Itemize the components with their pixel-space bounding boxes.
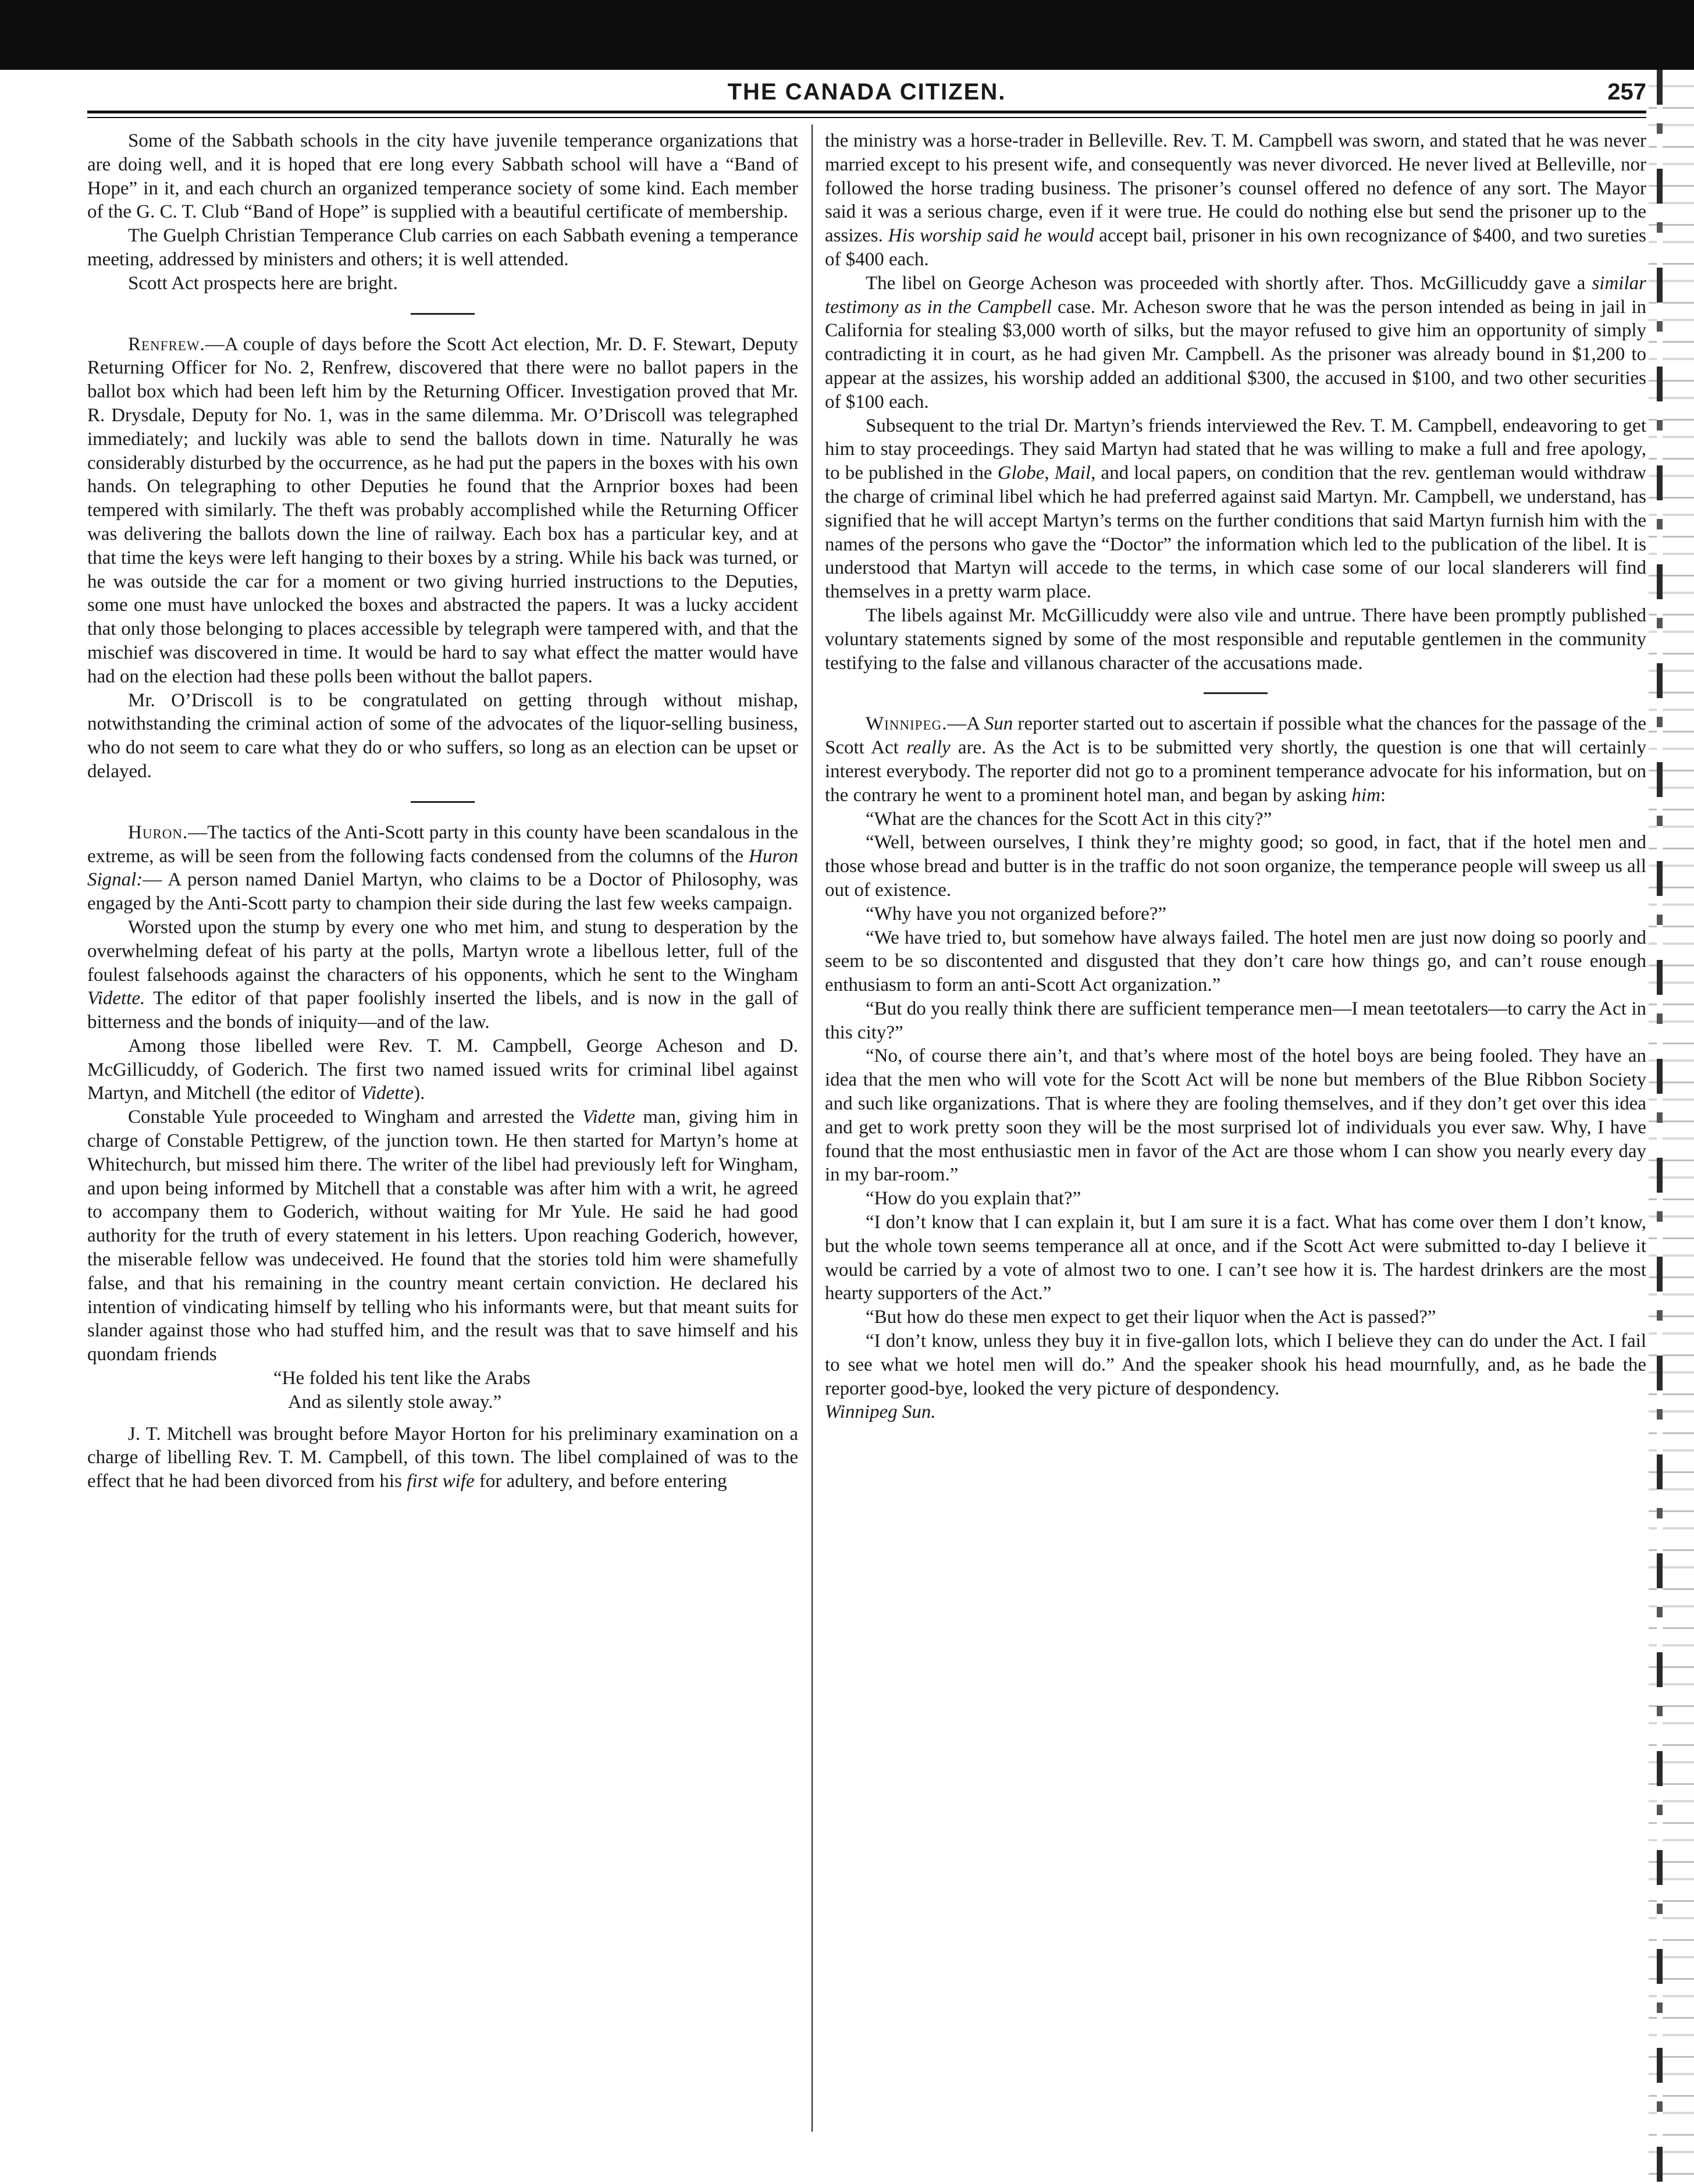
page-header [87, 74, 1646, 115]
winnipeg-paragraph-2: “What are the chances for the Scott Act in this city?” [866, 808, 1272, 830]
newspaper-name: Globe [997, 463, 1045, 484]
huron-text: The editor of that paper foolishly inserted the libels, and is now in the gall of bitterness and the bonds of iniquity—and of the law. [87, 988, 798, 1033]
winnipeg-heading: Winnipeg. [866, 713, 948, 735]
huron-text: man, giving him in charge of Constable Pettigrew, of the junction town. He then started for Martyn’s home at Whitechurch, but missed him there. The writer of the libel had previously left for Wingham, and upon being informed by Mitchell that a constable was after him with a writ, he agreed to accompany them to Goderich, without waiting for Mr Yule. He said he had good authority for the truth of every statement in his letters. Upon reaching Goderich, however, the miserable fellow was undeceived. He found that the stories told him were shamefully false, and that his remaining in the country meant certain conviction. He declared his intention of vindicating himself by telling who his informants were, but that meant suits for slander against those who had stuffed him, and the result was that to save himself and his quondam friends [87, 1107, 798, 1365]
huron-text: case. Mr. Acheson swore that he was the person intended as being in jail in California for stealing $3,000 worth of silks, but the mayor refused to give him an opportunity of simply contradicting it in court, as he had given Mr. Campbell. As the prisoner was already bound in $1,200 to appear at the assizes, his worship added an additional $300, the accused in $100, and two other securities of $100 each. [825, 296, 1646, 412]
huron-text: for adultery, and before entering [474, 1471, 727, 1492]
winnipeg-paragraph-5: “We have tried to, but somehow have always failed. The hotel men are just now doing so poorly and seem to be so discontented and disgusted that they don’t care how things go, and can’t rouse enough enthusiasm to form an anti-Scott Act organization.” [825, 927, 1646, 996]
scan-right-edge [1649, 70, 1694, 2184]
guelph-paragraph-3: Scott Act prospects here are bright. [128, 272, 398, 294]
newspaper-name: Vidette [582, 1107, 635, 1128]
huron-text: , [1044, 463, 1055, 484]
renfrew-heading: Renfrew. [128, 333, 205, 355]
winnipeg-paragraph-6: “But do you really think there are sufficient temperance men—I mean teetotalers—to carry the Act in this city?” [825, 998, 1646, 1043]
signature-text: Winnipeg Sun. [825, 1402, 936, 1423]
newspaper-name: Sun [984, 713, 1013, 735]
winnipeg-paragraph-7: “No, of course there ain’t, and that’s where most of the hotel boys are being fooled. They have an idea that the men who will vote for the Scott Act will be none but members of the Blue Ribbon Society and such like organizations. That is where they are fooling themselves, and if they don’t get over this idea and get to work pretty soon they will be the most surprised lot of individuals you ever saw. Why, I have found that the most enthusiastic men in favor of the Act are those whom I can show you nearly every day in my bar-room.” [825, 1045, 1646, 1186]
section-divider [87, 784, 798, 821]
winnipeg-paragraph-3: “Well, between ourselves, I think they’re mighty good; so good, in fact, that if the hotel men and those whose bread and butter is in the traffic do not soon organize, the temperance people will sweep us all out of existence. [825, 832, 1646, 901]
emphasis-text: really [906, 737, 951, 759]
newspaper-name: Mail [1054, 463, 1091, 484]
huron-text: accept bail, prisoner in his own recognizance of $400, and two sureties of $400 each. [825, 225, 1647, 270]
winnipeg-paragraph-4: “Why have you not organized before?” [866, 903, 1167, 924]
huron-text: Worsted upon the stump by every one who met him, and stung to desperation by the overwhelming defeat of his party at the polls, Martyn wrote a libellous letter, full of the foulest falsehoods against the characters of his opponents, which he sent to the Wingham [87, 916, 798, 986]
huron-heading: Huron. [128, 821, 188, 843]
newspaper-name: Huron Signal: [87, 845, 798, 891]
section-divider [87, 296, 798, 333]
renfrew-paragraph-1-text: —A couple of days before the Scott Act election, Mr. D. F. Stewart, Deputy Returning Officer for No. 2, Renfrew, discovered that there were no ballot papers in the ballot box which had been left him by the Returning Officer. Investigation proved that Mr. R. Drysdale, Deputy for No. 1, was in the same dilemma. Mr. O’Driscoll was telegraphed immediately; and luckily was able to send the ballots down in time. Naturally he was considerably disturbed by the occurrence, as he had put the papers in the boxes with his own hands. On telegraphing to other Deputies he found that the Arnprior boxes had been tempered with similarly. The theft was probably accomplished while the Returning Officer was delivering the ballots down the line of railway. Each box has a particular key, and at that time the keys were left hanging to their boxes by a string. While his back was turned, or he was outside the car for a moment or two giving hurried instructions to the Deputies, some one must have unlocked the boxes and abstracted the papers. It was a lucky accident that only those belonging to places accessible by telegraph were tampered with, and that the mischief was discovered in time. It would be hard to say what effect the matter would have had on the election had these polls been without the ballot papers. [87, 333, 798, 687]
page-number: 257 [1607, 79, 1646, 105]
masthead-title: THE CANADA CITIZEN. [727, 79, 1006, 105]
winnipeg-text: reporter started out to ascertain if possible what the chances for the passage of the Scott Act [825, 713, 1646, 759]
right-column [825, 129, 1646, 1424]
emphasis-text: similar testimony as in the Campbell [825, 272, 1646, 318]
huron-text: the ministry was a horse-trader in Belleville. Rev. T. M. Campbell was sworn, and stated that he was never married except to his present wife, and consequently was never divorced. He never lived at Belleville, nor followed the horse trading business. The prisoner’s counsel offered no defence of any sort. The Mayor said it was a serious charge, even if it were true. He could do nothing else but send the prisoner up to the assizes. [825, 130, 1646, 247]
huron-text: J. T. Mitchell was brought before Mayor Horton for his preliminary examination on a charge of libelling Rev. T. M. Campbell, of this town. The libel complained of was to the effect that he had been divorced from his [87, 1423, 798, 1492]
huron-text: Subsequent to the trial Dr. Martyn’s friends interviewed the Rev. T. M. Campbell, endeavoring to get him to stay proceedings. They said Martyn had stated that he was willing to make a full and free apology, to be published in the [825, 415, 1646, 484]
newspaper-name: Vidette [361, 1083, 414, 1104]
huron-text: Among those libelled were Rev. T. M. Campbell, George Acheson and D. McGillicuddy, of Goderich. The first two named issued writs for criminal libel against Martyn, and Mitchell (the editor of [87, 1035, 798, 1104]
huron-continued-paragraph-4: The libels against Mr. McGillicuddy were also vile and untrue. There have been promptly published voluntary statements signed by some of the most responsible and reputable gentlemen in the community testifying to the false and villanous character of the accusations made. [825, 604, 1646, 674]
guelph-paragraph-1: Some of the Sabbath schools in the city have juvenile temperance organizations that are doing well, and it is hoped that ere long every Sabbath school will have a “Band of Hope” in it, and each church an organized temperance society of some kind. Each member of the G. C. T. Club “Band of Hope” is supplied with a beautiful certificate of membership. [87, 130, 798, 223]
header-rule-thick [87, 111, 1646, 113]
guelph-paragraph-2: The Guelph Christian Temperance Club carries on each Sabbath evening a temperance meeting, addressed by ministers and others; it is well attended. [87, 225, 798, 270]
winnipeg-paragraph-9: “I don’t know that I can explain it, but I am sure it is a fact. What has come over them I don’t know, but the whole town seems temperance all at once, and if the Scott Act were submitted to-day I believe it would be carried by a vote of almost two to one. I can’t see how it is. The hardest drinkers are the most hearty supporters of the Act.” [825, 1212, 1646, 1304]
winnipeg-paragraph-10: “But how do these men expect to get their liquor when the Act is passed?” [866, 1307, 1436, 1328]
huron-text: , and local papers, on condition that the rev. gentleman would withdraw the charge of criminal libel which he had preferred against said Martyn. Mr. Campbell, we understand, has signified that he will accept Martyn’s terms on the further conditions that said Martyn furnish him with the names of the persons who gave the “Doctor” the information which led to the publication of the libel. It is understood that Martyn will accede to the terms, in which case some of our local slanderers will find themselves in a pretty warm place. [825, 463, 1646, 603]
emphasis-text: His worship said he would [888, 225, 1094, 247]
header-rule-thin [87, 117, 1646, 118]
huron-text: ). [414, 1083, 425, 1104]
emphasis-text: first wife [407, 1471, 475, 1492]
winnipeg-paragraph-8: “How do you explain that?” [866, 1188, 1081, 1210]
winnipeg-text: are. As the Act is to be submitted very shortly, the question is one that will certainly interest everybody. The reporter did not go to a prominent temperance advocate for his information, but on the contrary he went to a prominent hotel man, and began by asking [825, 737, 1646, 806]
section-divider [825, 675, 1646, 712]
huron-continued-paragraph-3 [825, 414, 1646, 604]
emphasis-text: him [1351, 784, 1380, 806]
huron-text: The libel on George Acheson was proceeded with shortly after. Thos. McGillicuddy gave a [866, 272, 1592, 294]
huron-paragraph-2 [87, 916, 798, 1034]
verse-line-1: “He folded his tent like the Arabs [273, 1368, 531, 1389]
renfrew-paragraph-1 [87, 333, 798, 689]
huron-continued-paragraph-2 [825, 272, 1646, 414]
huron-text: — A person named Daniel Martyn, who claims to be a Doctor of Philosophy, was engaged by the Anti-Scott party to champion their side during the last few weeks campaign. [87, 869, 798, 915]
left-column [87, 129, 798, 1493]
huron-continued-paragraph-1 [825, 129, 1646, 272]
huron-paragraph-3 [87, 1034, 798, 1105]
winnipeg-paragraph-11: “I don’t know, unless they buy it in five-gallon lots, which I believe they can do under the Act. I fail to see what we hotel men will do.” And the speaker shook his head mournfully, and, as he bade the reporter good-bye, looked the very picture of despondency. [825, 1331, 1646, 1399]
huron-paragraph-1 [87, 821, 798, 916]
winnipeg-text: : [1380, 784, 1386, 806]
verse-line-2: And as silently stole away.” [288, 1391, 502, 1413]
column-divider [812, 125, 813, 2132]
winnipeg-paragraph-1 [825, 712, 1646, 807]
huron-text: Constable Yule proceeded to Wingham and arrested the [128, 1107, 582, 1128]
huron-paragraph-4 [87, 1105, 798, 1367]
newspaper-name: Vidette. [87, 988, 145, 1009]
huron-text: —The tactics of the Anti-Scott party in this county have been scandalous in the extreme, as will be seen from the following facts condensed from the columns of the [87, 821, 798, 867]
article-signature [825, 1400, 1646, 1424]
huron-paragraph-5 [87, 1422, 798, 1493]
scan-top-border [0, 0, 1694, 70]
renfrew-paragraph-2: Mr. O’Driscoll is to be congratulated on getting through without mishap, notwithstanding the criminal action of some of the advocates of the liquor-selling business, who do not seem to care what they do or who suffers, so long as an election can be upset or delayed. [87, 689, 798, 782]
winnipeg-text: —A [947, 713, 984, 735]
